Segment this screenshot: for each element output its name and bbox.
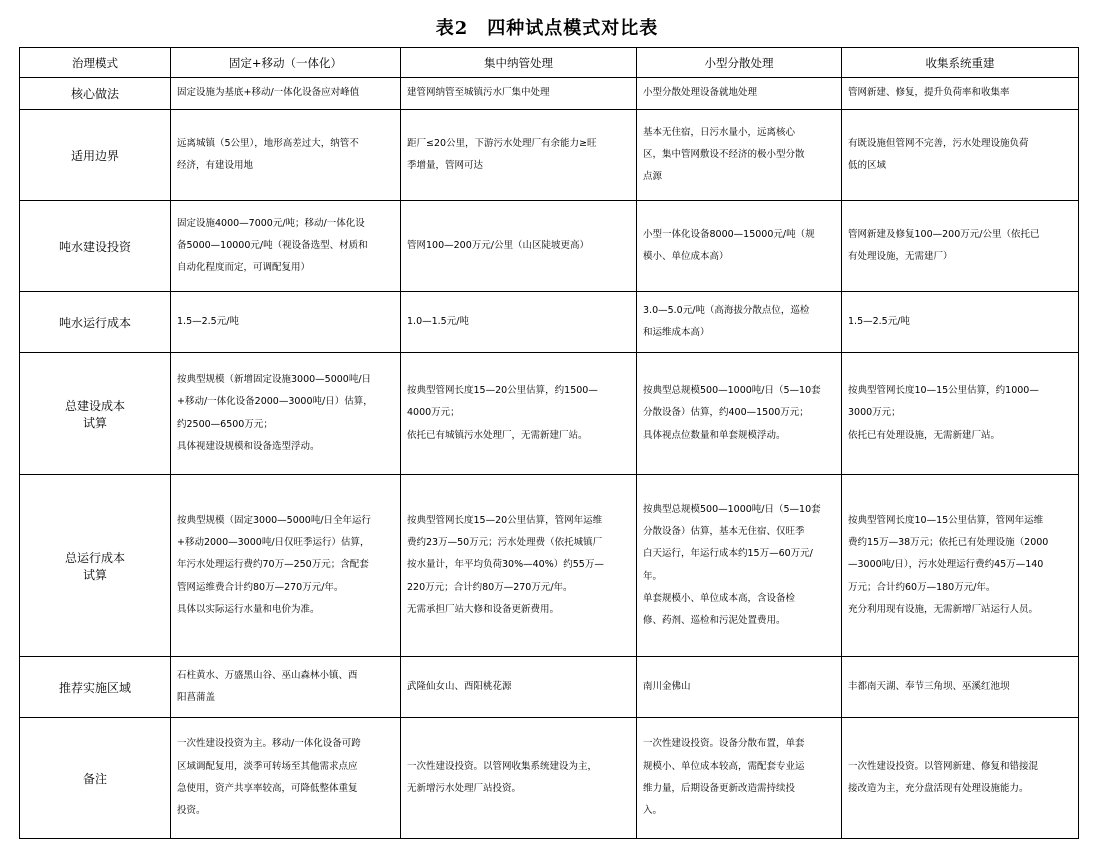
table-cell: 3.0—5.0元/吨（高海拔分散点位，巡检 和运维成本高） bbox=[637, 292, 842, 353]
table-cell: 一次性建设投资为主。移动/一体化设备可跨 区域调配复用，淡季可转场至其他需求点应 急使用，资产共享率较高，可降低整体重复 投资。 bbox=[171, 718, 401, 839]
table-row bbox=[20, 292, 1079, 353]
table-cell: 按典型规模（固定3000—5000吨/日全年运行 +移动2000—3000吨/日仅旺季运行）估算， 年污水处理运行费约70万—250万元；含配套 管网运维费合计约80万—270万元/年。 具体以实际运行水量和电价为准。 bbox=[171, 475, 401, 657]
table-row bbox=[20, 201, 1079, 292]
table-cell: 小型一体化设备8000—15000元/吨（规 模小、单位成本高） bbox=[637, 201, 842, 292]
table-cell: 按典型管网长度10—15公里估算，管网年运维 费约15万—38万元；依托已有处理设施（2000 —3000吨/日），污水处理运行费约45万—140 万元；合计约60万—180万元/年。 充分利用现有设施，无需新增厂站运行人员。 bbox=[842, 475, 1079, 657]
table-title: 表2 四种试点模式对比表 bbox=[435, 18, 659, 39]
table-cell: 1.5—2.5元/吨 bbox=[171, 292, 401, 353]
table-cell: 按典型总规模500—1000吨/日（5—10套 分散设备）估算，约400—1500万元； 具体视点位数量和单套规模浮动。 bbox=[637, 353, 842, 475]
row-label: 总建设成本 试算 bbox=[20, 353, 171, 475]
column-header: 治理模式 bbox=[20, 48, 171, 78]
column-header: 小型分散处理 bbox=[637, 48, 842, 78]
table-cell: 一次性建设投资。设备分散布置，单套 规模小、单位成本较高，需配套专业运 维力量，后期设备更新改造需持续投 入。 bbox=[637, 718, 842, 839]
table-cell: 建管网纳管至城镇污水厂集中处理 bbox=[401, 78, 637, 110]
table-cell: 按典型管网长度15—20公里估算，管网年运维 费约23万—50万元；污水处理费（依托城镇厂 按水量计，年平均负荷30%—40%）约55万— 220万元；合计约80万—270万元/年。 无需承担厂站大修和设备更新费用。 bbox=[401, 475, 637, 657]
table-cell: 有既设施但管网不完善，污水处理设施负荷 低的区域 bbox=[842, 110, 1079, 201]
row-label: 吨水运行成本 bbox=[20, 292, 171, 353]
table-row bbox=[20, 78, 1079, 110]
row-label: 备注 bbox=[20, 718, 171, 839]
table-cell: 固定设施为基底+移动/一体化设备应对峰值 bbox=[171, 78, 401, 110]
table-cell: 管网新建及修复100—200万元/公里（依托已 有处理设施，无需建厂） bbox=[842, 201, 1079, 292]
table-row bbox=[20, 657, 1079, 718]
table-cell: 按典型规模（新增固定设施3000—5000吨/日 +移动/一体化设备2000—3000吨/日）估算， 约2500—6500万元； 具体视建设规模和设备选型浮动。 bbox=[171, 353, 401, 475]
row-label: 总运行成本 试算 bbox=[20, 475, 171, 657]
table-row bbox=[20, 110, 1079, 201]
header-row bbox=[20, 48, 1079, 78]
table-cell: 管网100—200万元/公里（山区陡坡更高） bbox=[401, 201, 637, 292]
table-cell: 一次性建设投资。以管网收集系统建设为主， 无新增污水处理厂站投资。 bbox=[401, 718, 637, 839]
table-cell: 按典型管网长度10—15公里估算，约1000— 3000万元； 依托已有处理设施，无需新建厂站。 bbox=[842, 353, 1079, 475]
table-cell: 远离城镇（5公里），地形高差过大，纳管不 经济，有建设用地 bbox=[171, 110, 401, 201]
column-header: 集中纳管处理 bbox=[401, 48, 637, 78]
table-cell: 1.5—2.5元/吨 bbox=[842, 292, 1079, 353]
table-cell: 固定设施4000—7000元/吨；移动/一体化设 备5000—10000元/吨（视设备选型、材质和 自动化程度而定，可调配复用） bbox=[171, 201, 401, 292]
table-cell: 管网新建、修复，提升负荷率和收集率 bbox=[842, 78, 1079, 110]
table-cell: 一次性建设投资。以管网新建、修复和错接混 接改造为主，充分盘活现有处理设施能力。 bbox=[842, 718, 1079, 839]
table-cell: 按典型总规模500—1000吨/日（5—10套 分散设备）估算，基本无住宿、仅旺季 白天运行，年运行成本约15万—60万元/ 年。 单套规模小、单位成本高，含设备检 修、药剂、巡检和污泥处置费用。 bbox=[637, 475, 842, 657]
table-cell: 南川金佛山 bbox=[637, 657, 842, 718]
row-label: 吨水建设投资 bbox=[20, 201, 171, 292]
comparison-table bbox=[19, 47, 1079, 839]
table-cell: 按典型管网长度15—20公里估算，约1500— 4000万元； 依托已有城镇污水处理厂，无需新建厂站。 bbox=[401, 353, 637, 475]
table-row bbox=[20, 475, 1079, 657]
table-cell: 基本无住宿，日污水量小，远离核心 区，集中管网敷设不经济的极小型分散 点源 bbox=[637, 110, 842, 201]
table-cell: 1.0—1.5元/吨 bbox=[401, 292, 637, 353]
row-label: 推荐实施区域 bbox=[20, 657, 171, 718]
table-row bbox=[20, 353, 1079, 475]
table-cell: 丰都南天湖、奉节三角坝、巫溪红池坝 bbox=[842, 657, 1079, 718]
table-cell: 小型分散处理设备就地处理 bbox=[637, 78, 842, 110]
row-label: 核心做法 bbox=[20, 78, 171, 110]
table-cell: 武隆仙女山、酉阳桃花源 bbox=[401, 657, 637, 718]
column-header: 收集系统重建 bbox=[842, 48, 1079, 78]
column-header: 固定+移动（一体化） bbox=[171, 48, 401, 78]
table-cell: 距厂≤20公里，下游污水处理厂有余能力≥旺 季增量，管网可达 bbox=[401, 110, 637, 201]
table-cell: 石柱黄水、万盛黑山谷、巫山森林小镇、酉 阳菖蒲盖 bbox=[171, 657, 401, 718]
table-row bbox=[20, 718, 1079, 839]
row-label: 适用边界 bbox=[20, 110, 171, 201]
